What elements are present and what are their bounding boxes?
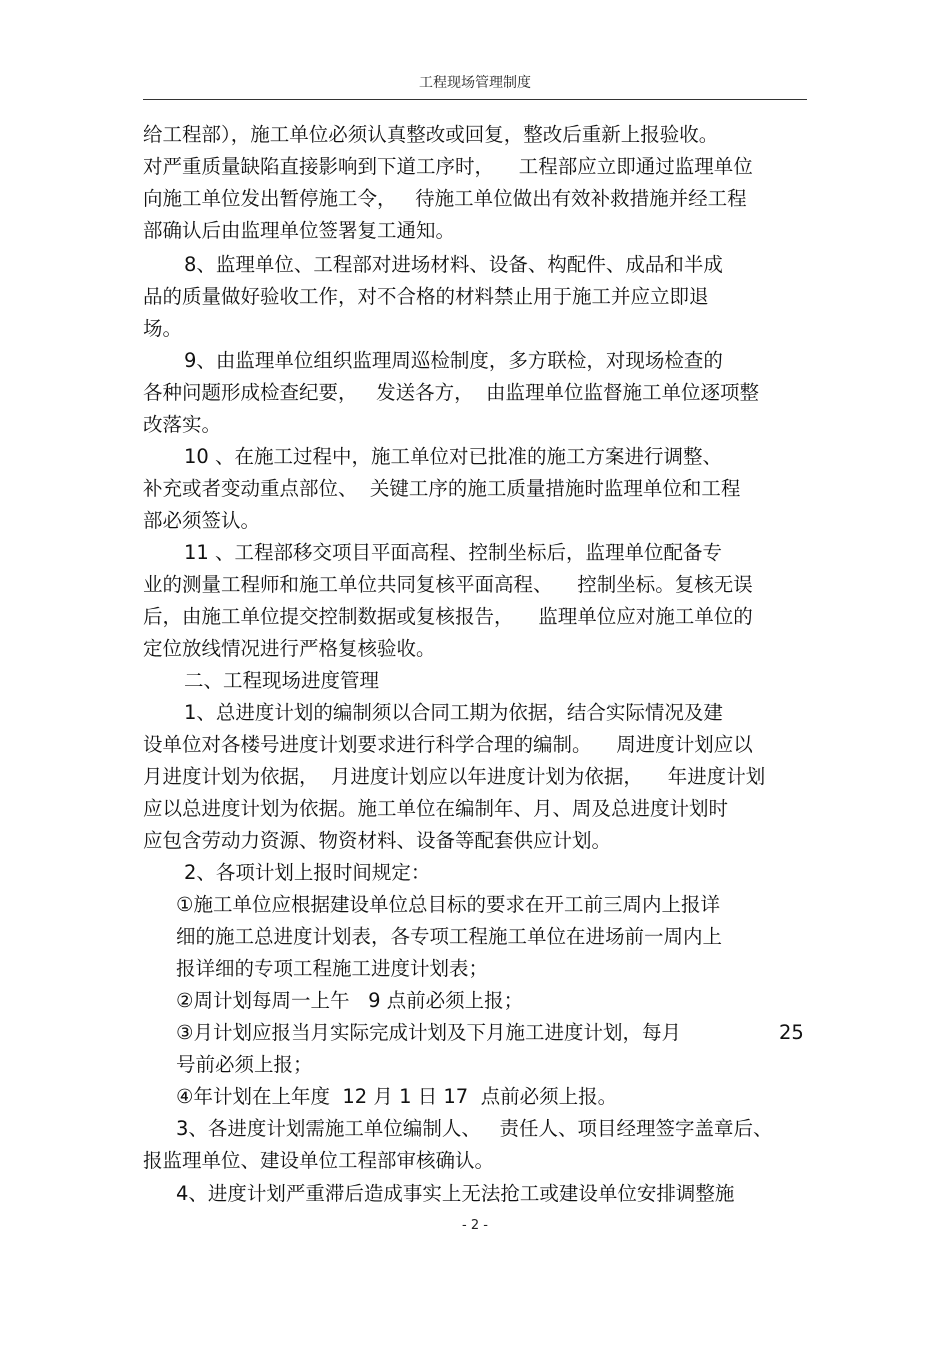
text-line: 4、进度计划严重滞后造成事实上无法抢工或建设单位安排调整施 [176, 1182, 735, 1205]
text-line: 部确认后由监理单位签署复工通知。 [143, 219, 456, 242]
text-line: 场。 [143, 317, 183, 340]
text-line: 给工程部），施工单位必须认真整改或回复，整改后重新上报验收。 [143, 123, 719, 146]
text-line: 后，由施工单位提交控制数据或复核报告， 监理单位应对施工单位的 [143, 605, 753, 628]
text-line: ④年计划在上年度 12 月 1 日 17 点前必须上报。 [176, 1085, 618, 1108]
text-line: 10 、在施工过程中，施工单位对已批准的施工方案进行调整、 [184, 445, 723, 468]
text-line: ③月计划应报当月实际完成计划及下月施工进度计划，每月 [176, 1021, 681, 1044]
section-heading: 二、工程现场进度管理 [184, 669, 380, 692]
text-line: 品的质量做好验收工作，对不合格的材料禁止用于施工并应立即退 [143, 285, 709, 308]
text-line: 细的施工总进度计划表，各专项工程施工单位在进场前一周内上 [176, 925, 723, 948]
text-line: 设单位对各楼号进度计划要求进行科学合理的编制。 周进度计划应以 [143, 733, 753, 756]
text-line: 补充或者变动重点部位、 关键工序的施工质量措施时监理单位和工程 [143, 477, 741, 500]
text-line: 月进度计划为依据， 月进度计划应以年进度计划为依据， 年进度计划 [143, 765, 766, 788]
text-line: 应以总进度计划为依据。施工单位在编制年、月、周及总进度计划时 [143, 797, 729, 820]
text-line: ①施工单位应根据建设单位总目标的要求在开工前三周内上报详 [176, 893, 720, 916]
text-line: 各种问题形成检查纪要， 发送各方， 由监理单位监督施工单位逐项整 [143, 381, 759, 404]
text-line: 9、由监理单位组织监理周巡检制度，多方联检，对现场检查的 [184, 349, 723, 372]
text-line: 号前必须上报； [176, 1053, 313, 1076]
text-line: ②周计划每周一上午 9 点前必须上报； [176, 989, 524, 1012]
text-line: 改落实。 [143, 413, 222, 436]
text-line: 8、监理单位、工程部对进场材料、设备、构配件、成品和半成 [184, 253, 723, 276]
text-line: 11 、工程部移交项目平面高程、控制坐标后，监理单位配备专 [184, 541, 723, 564]
text-line: 定位放线情况进行严格复核验收。 [143, 637, 436, 660]
text-line: 报监理单位、建设单位工程部审核确认。 [143, 1149, 495, 1172]
text-line: 部必须签认。 [143, 509, 261, 532]
text-line: 报详细的专项工程施工进度计划表； [176, 957, 489, 980]
page-number: - 2 - [462, 1218, 488, 1233]
text-line: 业的测量工程师和施工单位共同复核平面高程、 控制坐标。复核无误 [143, 573, 753, 596]
text-line: 应包含劳动力资源、物资材料、设备等配套供应计划。 [143, 829, 612, 852]
text-line-number: 25 [779, 1021, 804, 1044]
text-line: 2、各项计划上报时间规定： [184, 861, 431, 884]
page-header-title: 工程现场管理制度 [419, 75, 531, 91]
text-line: 向施工单位发出暂停施工令， 待施工单位做出有效补救措施并经工程 [143, 187, 747, 210]
text-line: 1、总进度计划的编制须以合同工期为依据，结合实际情况及建 [184, 701, 723, 724]
header-divider [143, 99, 807, 100]
text-line: 3、各进度计划需施工单位编制人、 责任人、项目经理签字盖章后、 [176, 1117, 773, 1140]
text-line: 对严重质量缺陷直接影响到下道工序时， 工程部应立即通过监理单位 [143, 155, 753, 178]
